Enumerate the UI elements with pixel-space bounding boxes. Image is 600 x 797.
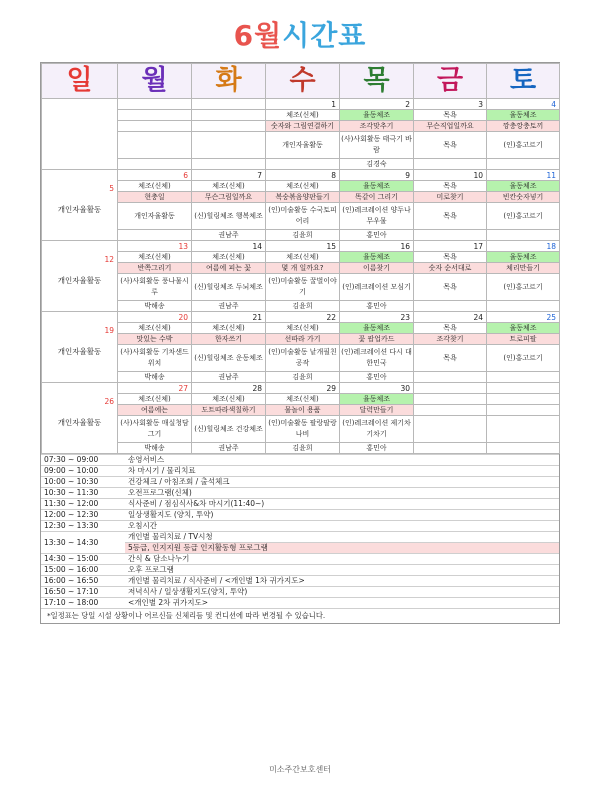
schedule-activity: 간식 & 담소나누기 [125,554,559,565]
date-number: 7 [192,170,266,181]
cognitive-activity-row [42,334,560,345]
date-number: 20 [118,312,192,323]
schedule-time: 16:50 ~ 17:10 [41,587,125,598]
afternoon-program: 목욕 [414,274,487,301]
schedule-activity: 저녁식사 / 일상생활지도(양치, 투약) [125,587,559,598]
staff-name [487,159,560,170]
cognitive-activity: 무슨그림일까요 [192,192,266,203]
staff-name [487,230,560,241]
cognitive-activity: 숫자 순서대로 [414,263,487,274]
afternoon-program: 개인자율활동 [266,132,340,159]
schedule-time: 15:00 ~ 16:00 [41,565,125,576]
schedule-row [41,587,559,598]
morning-program: 체조(신체) [266,252,340,263]
date-number: 14 [192,241,266,252]
schedule-activity: <개인별 2차 귀가지도> [125,598,559,609]
cognitive-activity: 달력만들기 [340,405,414,416]
day-header: 화 [192,64,266,99]
cognitive-activity [487,405,560,416]
morning-program: 체조(신체) [266,323,340,334]
schedule-time: 10:30 ~ 11:30 [41,488,125,499]
sunday-date: 5 [109,184,114,193]
cognitive-activity [414,405,487,416]
date-number: 9 [340,170,414,181]
afternoon-program [487,416,560,443]
schedule-row [41,532,559,543]
staff-name: 권남주 [192,301,266,312]
date-number: 3 [414,99,487,110]
schedule-time: 09:00 ~ 10:00 [41,466,125,477]
date-row [42,241,560,252]
schedule-activity: 일상생활지도 (양치, 투약) [125,510,559,521]
morning-program: 율동체조 [340,394,414,405]
afternoon-program: (인)레크레이션 제기차기차기 [340,416,414,443]
schedule-row [41,554,559,565]
schedule-time: 17:10 ~ 18:00 [41,598,125,609]
date-number: 18 [487,241,560,252]
cognitive-activity-row [42,121,560,132]
afternoon-program: (인)홍고르기 [487,203,560,230]
date-number: 1 [266,99,340,110]
schedule-time: 16:00 ~ 16:50 [41,576,125,587]
cognitive-activity: 꽃 팝업카드 [340,334,414,345]
cognitive-activity: 숫자와 그림연결하기 [266,121,340,132]
afternoon-program: 목욕 [414,203,487,230]
date-number: 24 [414,312,487,323]
afternoon-program: 목욕 [414,132,487,159]
date-number: 13 [118,241,192,252]
cognitive-activity: 맛있는 수박 [118,334,192,345]
staff-name [487,301,560,312]
date-number: 30 [340,383,414,394]
staff-name: 홍민아 [340,372,414,383]
date-row [42,312,560,323]
cognitive-activity: 몇 개 일까요? [266,263,340,274]
cognitive-activity [118,121,192,132]
staff-name: 김윤희 [266,230,340,241]
sunday-date: 19 [104,326,114,335]
sunday-cell [42,170,118,241]
afternoon-program [414,416,487,443]
staff-name [414,301,487,312]
afternoon-program: (인)레크레이션 다시 대한민국 [340,345,414,372]
morning-program: 율동체조 [487,252,560,263]
schedule-row [41,510,559,521]
cognitive-activity: 조각맞추기 [340,121,414,132]
morning-program: 목욕 [414,252,487,263]
morning-program: 체조(신체) [266,110,340,121]
morning-program [192,110,266,121]
morning-program-row [42,252,560,263]
cognitive-activity: 똑같이 그리기 [340,192,414,203]
cognitive-activity: 빈칸숫자넣기 [487,192,560,203]
sunday-cell [42,99,118,170]
staff-name [414,159,487,170]
schedule-activity: 개인별 물리치료 / 식사준비 / <개인별 1차 귀가지도> [125,576,559,587]
cognitive-activity: 체리만들기 [487,263,560,274]
schedule-note: *일정표는 당일 시설 상황이나 어르신들 신체리듬 및 컨디션에 따라 변경될 수 있습니다. [41,608,559,623]
page-title [0,14,600,54]
staff-name: 박해송 [118,443,192,454]
morning-program-row [42,110,560,121]
schedule-sheet [40,62,560,624]
cognitive-activity: 여름에 피는 꽃 [192,263,266,274]
date-number: 6 [118,170,192,181]
afternoon-program: (사)사회활동 풍나물시루 [118,274,192,301]
afternoon-program: (신)힐링체조 행복체조 [192,203,266,230]
day-header: 일 [42,64,118,99]
cognitive-activity: 도트따라색칠하기 [192,405,266,416]
schedule-activity: 5등급, 인지지원 등급 인지활동형 프로그램 [125,543,559,554]
staff-name [414,372,487,383]
morning-program: 체조(신체) [266,181,340,192]
cognitive-activity: 깡충깡충토끼 [487,121,560,132]
afternoon-program [118,132,192,159]
title-month: 6월 [233,19,283,52]
cognitive-activity: 미로찾기 [414,192,487,203]
afternoon-program: (인)홍고르기 [487,132,560,159]
staff-name [487,443,560,454]
date-number: 2 [340,99,414,110]
afternoon-program: (인)홍고르기 [487,274,560,301]
sunday-date: 26 [104,397,114,406]
morning-program: 체조(신체) [192,323,266,334]
cognitive-activity: 반쪽그리기 [118,263,192,274]
cognitive-activity [192,121,266,132]
morning-program: 율동체조 [340,323,414,334]
morning-program: 체조(신체) [118,394,192,405]
afternoon-program: 목욕 [414,345,487,372]
date-number: 16 [340,241,414,252]
center-name: 미소주간보호센터 [269,765,331,774]
morning-program [487,394,560,405]
date-row [42,170,560,181]
date-number [192,99,266,110]
date-number: 10 [414,170,487,181]
sunday-cell [42,241,118,312]
schedule-row [41,576,559,587]
staff-name: 홍민아 [340,301,414,312]
morning-program [118,110,192,121]
afternoon-program: (사)사회활동 매실청담그기 [118,416,192,443]
morning-program: 체조(신체) [192,252,266,263]
staff-name: 박해송 [118,301,192,312]
date-number: 22 [266,312,340,323]
afternoon-program: (인)레크레이션 양두나무우물 [340,203,414,230]
monthly-calendar [41,63,560,454]
cognitive-activity: 물놀이 용품 [266,405,340,416]
afternoon-program: (신)힐링체조 두뇌체조 [192,274,266,301]
afternoon-program: (인)레크레이션 모심기 [340,274,414,301]
morning-program-row [42,323,560,334]
cognitive-activity: 복숭볶음양판들기 [266,192,340,203]
staff-name [192,159,266,170]
day-header: 토 [487,64,560,99]
date-number: 4 [487,99,560,110]
cognitive-activity: 선따라 가기 [266,334,340,345]
cognitive-activity: 현충일 [118,192,192,203]
afternoon-program [192,132,266,159]
date-row [42,383,560,394]
afternoon-program: (인)미술활동 꿀벌이야기 [266,274,340,301]
morning-program: 율동체조 [340,181,414,192]
morning-program: 체조(신체) [118,181,192,192]
morning-program: 율동체조 [340,252,414,263]
schedule-time: 10:00 ~ 10:30 [41,477,125,488]
afternoon-program: (인)미술활동 낱개필친공작 [266,345,340,372]
cognitive-activity: 무슨직업일까요 [414,121,487,132]
cognitive-activity: 여름에는 [118,405,192,416]
schedule-time: 12:00 ~ 12:30 [41,510,125,521]
staff-name: 김윤희 [266,301,340,312]
sunday-activity: 개인자율활동 [57,205,102,214]
afternoon-program: (신)힐링체조 건강체조 [192,416,266,443]
schedule-row [41,521,559,532]
afternoon-program: 개인자율활동 [118,203,192,230]
date-number: 8 [266,170,340,181]
staff-name: 김윤희 [266,372,340,383]
afternoon-program-row [42,274,560,301]
morning-program: 율동체조 [487,323,560,334]
schedule-row [41,499,559,510]
staff-row [42,301,560,312]
staff-name [118,230,192,241]
date-number: 28 [192,383,266,394]
date-number: 29 [266,383,340,394]
staff-name [487,372,560,383]
morning-program: 체조(신체) [192,394,266,405]
date-number: 25 [487,312,560,323]
staff-row [42,230,560,241]
sunday-cell [42,312,118,383]
date-number: 27 [118,383,192,394]
morning-program: 체조(신체) [192,181,266,192]
morning-program: 율동체조 [487,181,560,192]
day-header: 목 [340,64,414,99]
cognitive-activity-row [42,405,560,416]
date-number: 21 [192,312,266,323]
morning-program: 목욕 [414,181,487,192]
morning-program-row [42,394,560,405]
date-number [487,383,560,394]
cognitive-activity: 이름찾기 [340,263,414,274]
afternoon-program: (사)사회활동 기차샌드위치 [118,345,192,372]
sunday-date: 12 [104,255,114,264]
date-number: 17 [414,241,487,252]
afternoon-program: (인)미술활동 수국토피어리 [266,203,340,230]
date-number: 11 [487,170,560,181]
sunday-cell [42,383,118,454]
cognitive-activity-row [42,263,560,274]
staff-name [414,230,487,241]
schedule-time: 07:30 ~ 09:00 [41,455,125,466]
afternoon-program-row [42,345,560,372]
staff-name: 박해송 [118,372,192,383]
schedule-row [41,565,559,576]
date-number [118,99,192,110]
schedule-time: 13:30 ~ 14:30 [41,532,125,554]
afternoon-program: (인)미술활동 팔랑팔랑나비 [266,416,340,443]
schedule-row [41,455,559,466]
morning-program: 율동체조 [340,110,414,121]
date-number: 23 [340,312,414,323]
morning-program: 율동체조 [487,110,560,121]
date-row [42,99,560,110]
morning-program [414,394,487,405]
staff-name: 권남주 [192,443,266,454]
afternoon-program: (인)홍고르기 [487,345,560,372]
morning-program-row [42,181,560,192]
schedule-activity: 차 마시기 / 물리치료 [125,466,559,477]
sunday-activity: 개인자율활동 [57,276,102,285]
cognitive-activity-row [42,192,560,203]
afternoon-program-row [42,416,560,443]
schedule-row [41,598,559,609]
day-header: 금 [414,64,487,99]
daily-timetable [41,454,559,608]
staff-name: 홍민아 [340,230,414,241]
afternoon-program: (사)사회활동 태극기 바람 [340,132,414,159]
schedule-activity: 개인별 물리치료 / TV시청 [125,532,559,543]
staff-name [266,159,340,170]
staff-name: 홍민아 [340,443,414,454]
day-header-row [42,64,560,99]
morning-program: 목욕 [414,323,487,334]
staff-name: 김경숙 [340,159,414,170]
cognitive-activity: 한자쓰기 [192,334,266,345]
date-number [414,383,487,394]
staff-name [118,159,192,170]
staff-row [42,159,560,170]
date-number: 15 [266,241,340,252]
schedule-row [41,477,559,488]
sunday-activity: 개인자율활동 [57,347,102,356]
schedule-time: 14:30 ~ 15:00 [41,554,125,565]
day-header: 수 [266,64,340,99]
sunday-activity: 개인자율활동 [57,418,102,427]
schedule-activity: 건강체크 / 아침조회 / 출석체크 [125,477,559,488]
schedule-activity: 송영서비스 [125,455,559,466]
schedule-activity: 오전프로그램(신체) [125,488,559,499]
morning-program: 목욕 [414,110,487,121]
schedule-time: 12:30 ~ 13:30 [41,521,125,532]
staff-row [42,372,560,383]
title-suffix: 시간표 [282,19,367,52]
morning-program: 체조(신체) [266,394,340,405]
cognitive-activity: 트로피팔 [487,334,560,345]
staff-row [42,443,560,454]
afternoon-program-row [42,203,560,230]
staff-name: 권남주 [192,230,266,241]
schedule-activity: 오침시간 [125,521,559,532]
schedule-activity: 오후 프로그램 [125,565,559,576]
schedule-activity: 식사준비 / 점심식사&차 마시기(11:40~) [125,499,559,510]
morning-program: 체조(신체) [118,252,192,263]
staff-name: 권남주 [192,372,266,383]
staff-name: 김윤희 [266,443,340,454]
morning-program: 체조(신체) [118,323,192,334]
day-header: 월 [118,64,192,99]
staff-name [414,443,487,454]
afternoon-program: (신)힐링체조 운동체조 [192,345,266,372]
schedule-row [41,466,559,477]
schedule-time: 11:30 ~ 12:00 [41,499,125,510]
afternoon-program-row [42,132,560,159]
cognitive-activity: 조각찾기 [414,334,487,345]
schedule-row [41,488,559,499]
